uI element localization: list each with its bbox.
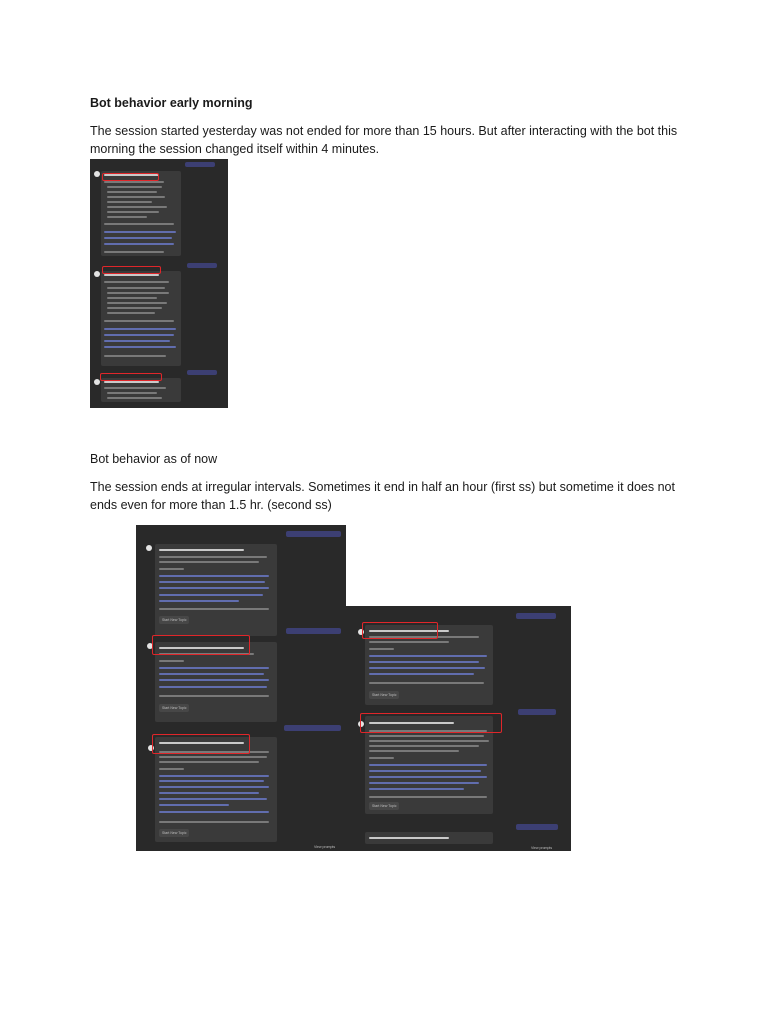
user-message	[187, 263, 217, 268]
user-message	[187, 370, 217, 375]
bot-response	[155, 544, 277, 636]
bot-avatar-icon	[94, 271, 100, 277]
paragraph-as-of-now: The session ends at irregular intervals. Sometimes it end in half an hour (first ss) but sometime it does not ends even for more than 1.5 hr. (second ss)	[90, 480, 675, 512]
bot-avatar-icon	[94, 171, 100, 177]
bot-response	[101, 378, 181, 402]
start-new-topic-button[interactable]: Start New Topic	[369, 691, 399, 699]
view-prompts-link[interactable]: View prompts	[314, 845, 336, 849]
highlighted-session-id	[102, 173, 159, 181]
user-message	[518, 709, 556, 715]
paragraph-early-morning: The session started yesterday was not ended for more than 15 hours. But after interacting with the bot this morning the session changed itself within 4 minutes.	[90, 124, 678, 156]
user-message	[286, 628, 341, 634]
second-ss-chat-screenshot	[346, 606, 571, 851]
bot-response	[101, 271, 181, 366]
start-new-topic-button[interactable]: Start New Topic	[159, 616, 189, 624]
highlighted-session-id	[100, 373, 162, 381]
heading-early-morning: Bot behavior early morning	[90, 96, 253, 110]
start-new-topic-button[interactable]: Start New Topic	[369, 802, 399, 810]
bot-avatar-icon	[94, 379, 100, 385]
view-prompts-link[interactable]: View prompts	[531, 846, 553, 850]
user-message	[286, 531, 341, 537]
start-new-topic-button[interactable]: Start New Topic	[159, 704, 189, 712]
highlighted-session-id	[152, 635, 250, 655]
first-ss-chat-screenshot	[136, 525, 346, 851]
bot-response	[101, 171, 181, 256]
bot-avatar-icon	[146, 545, 152, 551]
user-message	[516, 824, 558, 830]
heading-as-of-now: Bot behavior as of now	[90, 452, 218, 466]
highlighted-session-id	[362, 622, 438, 639]
user-message	[516, 613, 556, 619]
early-morning-chat-screenshot	[90, 159, 228, 408]
highlighted-session-id	[102, 266, 161, 274]
highlighted-session-id	[152, 734, 250, 754]
bot-response	[365, 832, 493, 844]
start-new-topic-button[interactable]: Start New Topic	[159, 829, 189, 837]
highlighted-session-id	[360, 713, 502, 733]
user-message	[185, 162, 215, 167]
user-message	[284, 725, 341, 731]
